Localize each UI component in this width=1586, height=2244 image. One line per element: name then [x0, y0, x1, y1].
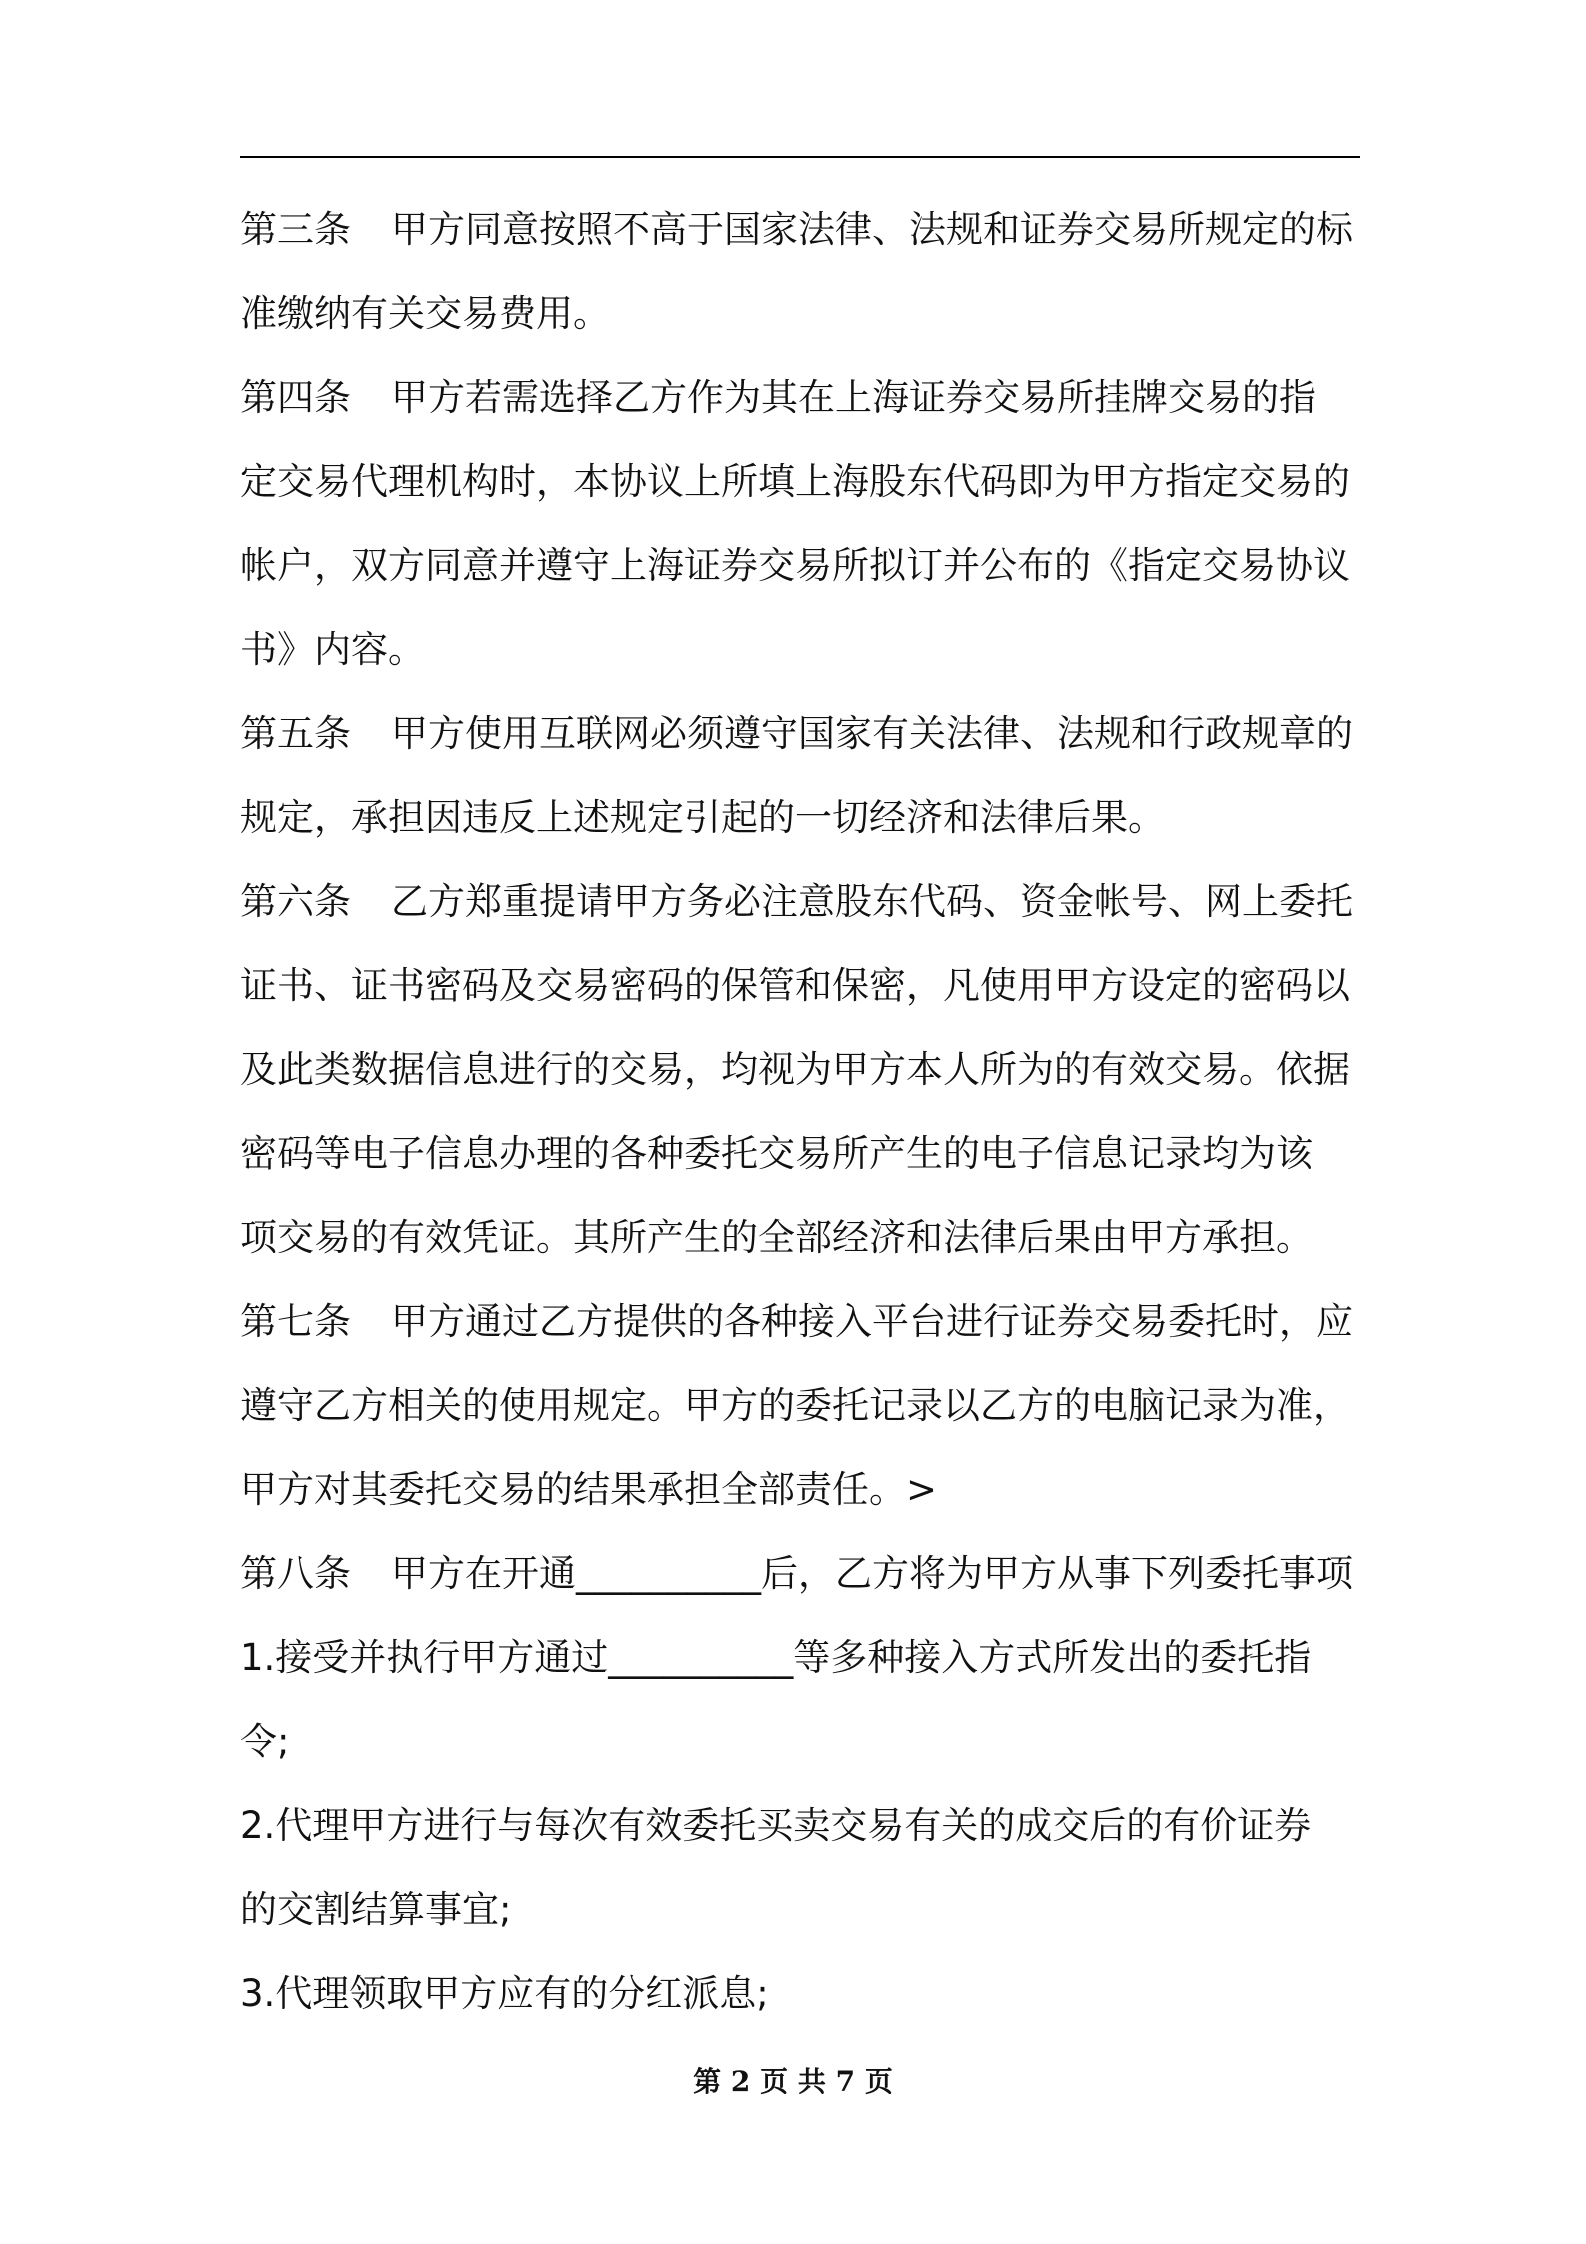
- line-16: [240, 1448, 1360, 1532]
- header-rule: [240, 156, 1360, 158]
- line-text: 甲方若需选择乙方作为其在上海证券交易所挂牌交易的指: [391, 376, 1316, 419]
- line-4: [240, 440, 1360, 524]
- line-text: 令;: [240, 1720, 290, 1763]
- line-2: [240, 272, 1360, 356]
- line-text: 定交易代理机构时，本协议上所填上海股东代码即为甲方指定交易的: [240, 460, 1350, 503]
- line-9: [240, 860, 1360, 944]
- line-12: [240, 1112, 1360, 1196]
- line-text: 准缴纳有关交易费用。: [240, 292, 610, 335]
- line-text: 密码等电子信息办理的各种委托交易所产生的电子信息记录均为该: [240, 1132, 1313, 1175]
- line-20: [240, 1784, 1360, 1868]
- line-text: 帐户，双方同意并遵守上海证券交易所拟订并公布的《指定交易协议: [240, 544, 1350, 587]
- article-label: 第八条: [240, 1552, 351, 1595]
- line-text: 书》内容。: [240, 628, 425, 671]
- line-18: [240, 1616, 1360, 1700]
- line-text: 甲方同意按照不高于国家法律、法规和证券交易所规定的标: [391, 208, 1353, 251]
- line-7: [240, 692, 1360, 776]
- line-text: 的交割结算事宜;: [240, 1888, 512, 1931]
- line-text: 1.接受并执行甲方通过__________等多种接入方式所发出的委托指: [240, 1636, 1312, 1679]
- line-text: 甲方通过乙方提供的各种接入平台进行证券交易委托时，应: [391, 1300, 1353, 1343]
- line-text: 3.代理领取甲方应有的分红派息;: [240, 1972, 769, 2015]
- line-text: 甲方在开通__________后，乙方将为甲方从事下列委托事项: [391, 1552, 1353, 1595]
- line-text: 甲方对其委托交易的结果承担全部责任。>: [240, 1468, 938, 1511]
- line-14: [240, 1280, 1360, 1364]
- article-label: 第五条: [240, 712, 351, 755]
- line-text: 项交易的有效凭证。其所产生的全部经济和法律后果由甲方承担。: [240, 1216, 1313, 1259]
- line-text: 乙方郑重提请甲方务必注意股东代码、资金帐号、网上委托: [391, 880, 1353, 923]
- line-6: [240, 608, 1360, 692]
- line-text: 遵守乙方相关的使用规定。甲方的委托记录以乙方的电脑记录为准，: [240, 1384, 1350, 1427]
- line-17: [240, 1532, 1360, 1616]
- article-label: 第六条: [240, 880, 351, 923]
- article-label: 第三条: [240, 208, 351, 251]
- line-text: 2.代理甲方进行与每次有效委托买卖交易有关的成交后的有价证券: [240, 1804, 1312, 1847]
- article-label: 第七条: [240, 1300, 351, 1343]
- line-15: [240, 1364, 1360, 1448]
- line-11: [240, 1028, 1360, 1112]
- document-body: [240, 188, 1360, 2036]
- line-10: [240, 944, 1360, 1028]
- line-5: [240, 524, 1360, 608]
- line-text: 规定，承担因违反上述规定引起的一切经济和法律后果。: [240, 796, 1165, 839]
- line-8: [240, 776, 1360, 860]
- line-22: [240, 1952, 1360, 2036]
- line-text: 甲方使用互联网必须遵守国家有关法律、法规和行政规章的: [391, 712, 1353, 755]
- article-label: 第四条: [240, 376, 351, 419]
- line-text: 及此类数据信息进行的交易，均视为甲方本人所为的有效交易。依据: [240, 1048, 1350, 1091]
- page-number-footer: 第 2 页 共 7 页: [693, 2065, 893, 2098]
- line-21: [240, 1868, 1360, 1952]
- line-text: 证书、证书密码及交易密码的保管和保密，凡使用甲方设定的密码以: [240, 964, 1350, 1007]
- line-13: [240, 1196, 1360, 1280]
- line-1: [240, 188, 1360, 272]
- line-3: [240, 356, 1360, 440]
- line-19: [240, 1700, 1360, 1784]
